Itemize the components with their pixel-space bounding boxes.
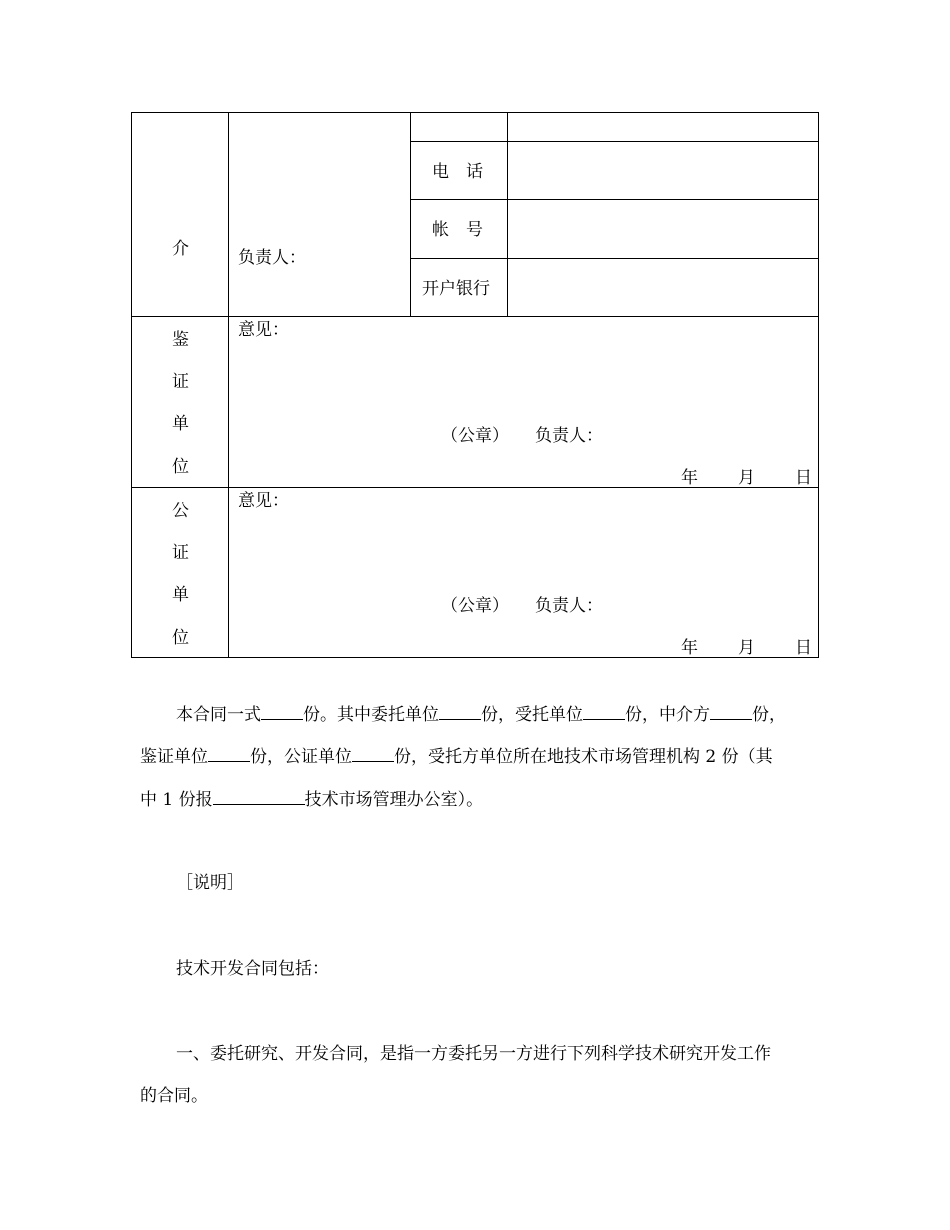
verify-char-4: 位: [172, 457, 189, 477]
verify-char-2: 证: [172, 372, 189, 392]
verify-char-1: 鉴: [172, 330, 189, 350]
copies-text-3: 份，受托单位: [481, 705, 583, 725]
intermediary-label: 介: [172, 239, 189, 259]
blank-office-name: [213, 788, 305, 805]
bank-label: 开户银行: [422, 279, 490, 299]
explanation-heading: ［说明］: [176, 873, 244, 893]
notary-responsible-label: 负责人：: [535, 596, 603, 616]
copies-paragraph-line-1: [176, 703, 866, 726]
notary-char-1: 公: [172, 501, 189, 521]
notary-opinion-label: 意见：: [238, 491, 289, 511]
blank-verification-copies: [208, 745, 250, 762]
intermediary-responsible-person: 负责人：: [238, 248, 306, 268]
verify-seal-label: （公章）: [441, 426, 509, 446]
copies-text-2: 份。其中委托单位: [303, 705, 439, 725]
item-1-line-2: 的合同。: [140, 1086, 208, 1106]
copies-text-10: 技术市场管理办公室）。: [304, 790, 484, 810]
phone-label: 电 话: [432, 162, 483, 182]
verify-year-label: 年: [681, 468, 698, 488]
copies-text-7: 份，公证单位: [250, 747, 352, 767]
blank-client-copies: [439, 703, 481, 720]
copies-text-6: 鉴证单位: [140, 747, 208, 767]
notary-char-2: 证: [172, 543, 189, 563]
notary-year-label: 年: [681, 638, 698, 658]
copies-text-8: 份，受托方单位所在地技术市场管理机构 2 份（其: [394, 747, 773, 767]
intro-text: 技术开发合同包括：: [176, 959, 329, 979]
copies-text-5: 份，: [752, 705, 786, 725]
copies-paragraph-line-2: [140, 745, 830, 768]
copies-paragraph-line-3: [140, 788, 830, 811]
verify-day-label: 日: [795, 468, 812, 488]
blank-total-copies: [261, 703, 303, 720]
notary-day-label: 日: [795, 638, 812, 658]
copies-text-1: 本合同一式: [176, 705, 261, 725]
notary-char-3: 单: [172, 585, 189, 605]
account-label: 帐 号: [432, 220, 483, 240]
verify-month-label: 月: [738, 468, 755, 488]
notary-seal-label: （公章）: [441, 596, 509, 616]
notary-month-label: 月: [738, 638, 755, 658]
verify-char-3: 单: [172, 414, 189, 434]
item-1-line-1: 一、委托研究、开发合同，是指一方委托另一方进行下列科学技术研究开发工作: [176, 1044, 771, 1064]
notary-char-4: 位: [172, 628, 189, 648]
blank-notary-copies: [352, 745, 394, 762]
verify-opinion-label: 意见：: [238, 320, 289, 340]
blank-contractor-copies: [583, 703, 625, 720]
blank-intermediary-copies: [710, 703, 752, 720]
verify-responsible-label: 负责人：: [535, 426, 603, 446]
copies-text-9: 中 1 份报: [140, 790, 213, 810]
copies-text-4: 份，中介方: [625, 705, 710, 725]
